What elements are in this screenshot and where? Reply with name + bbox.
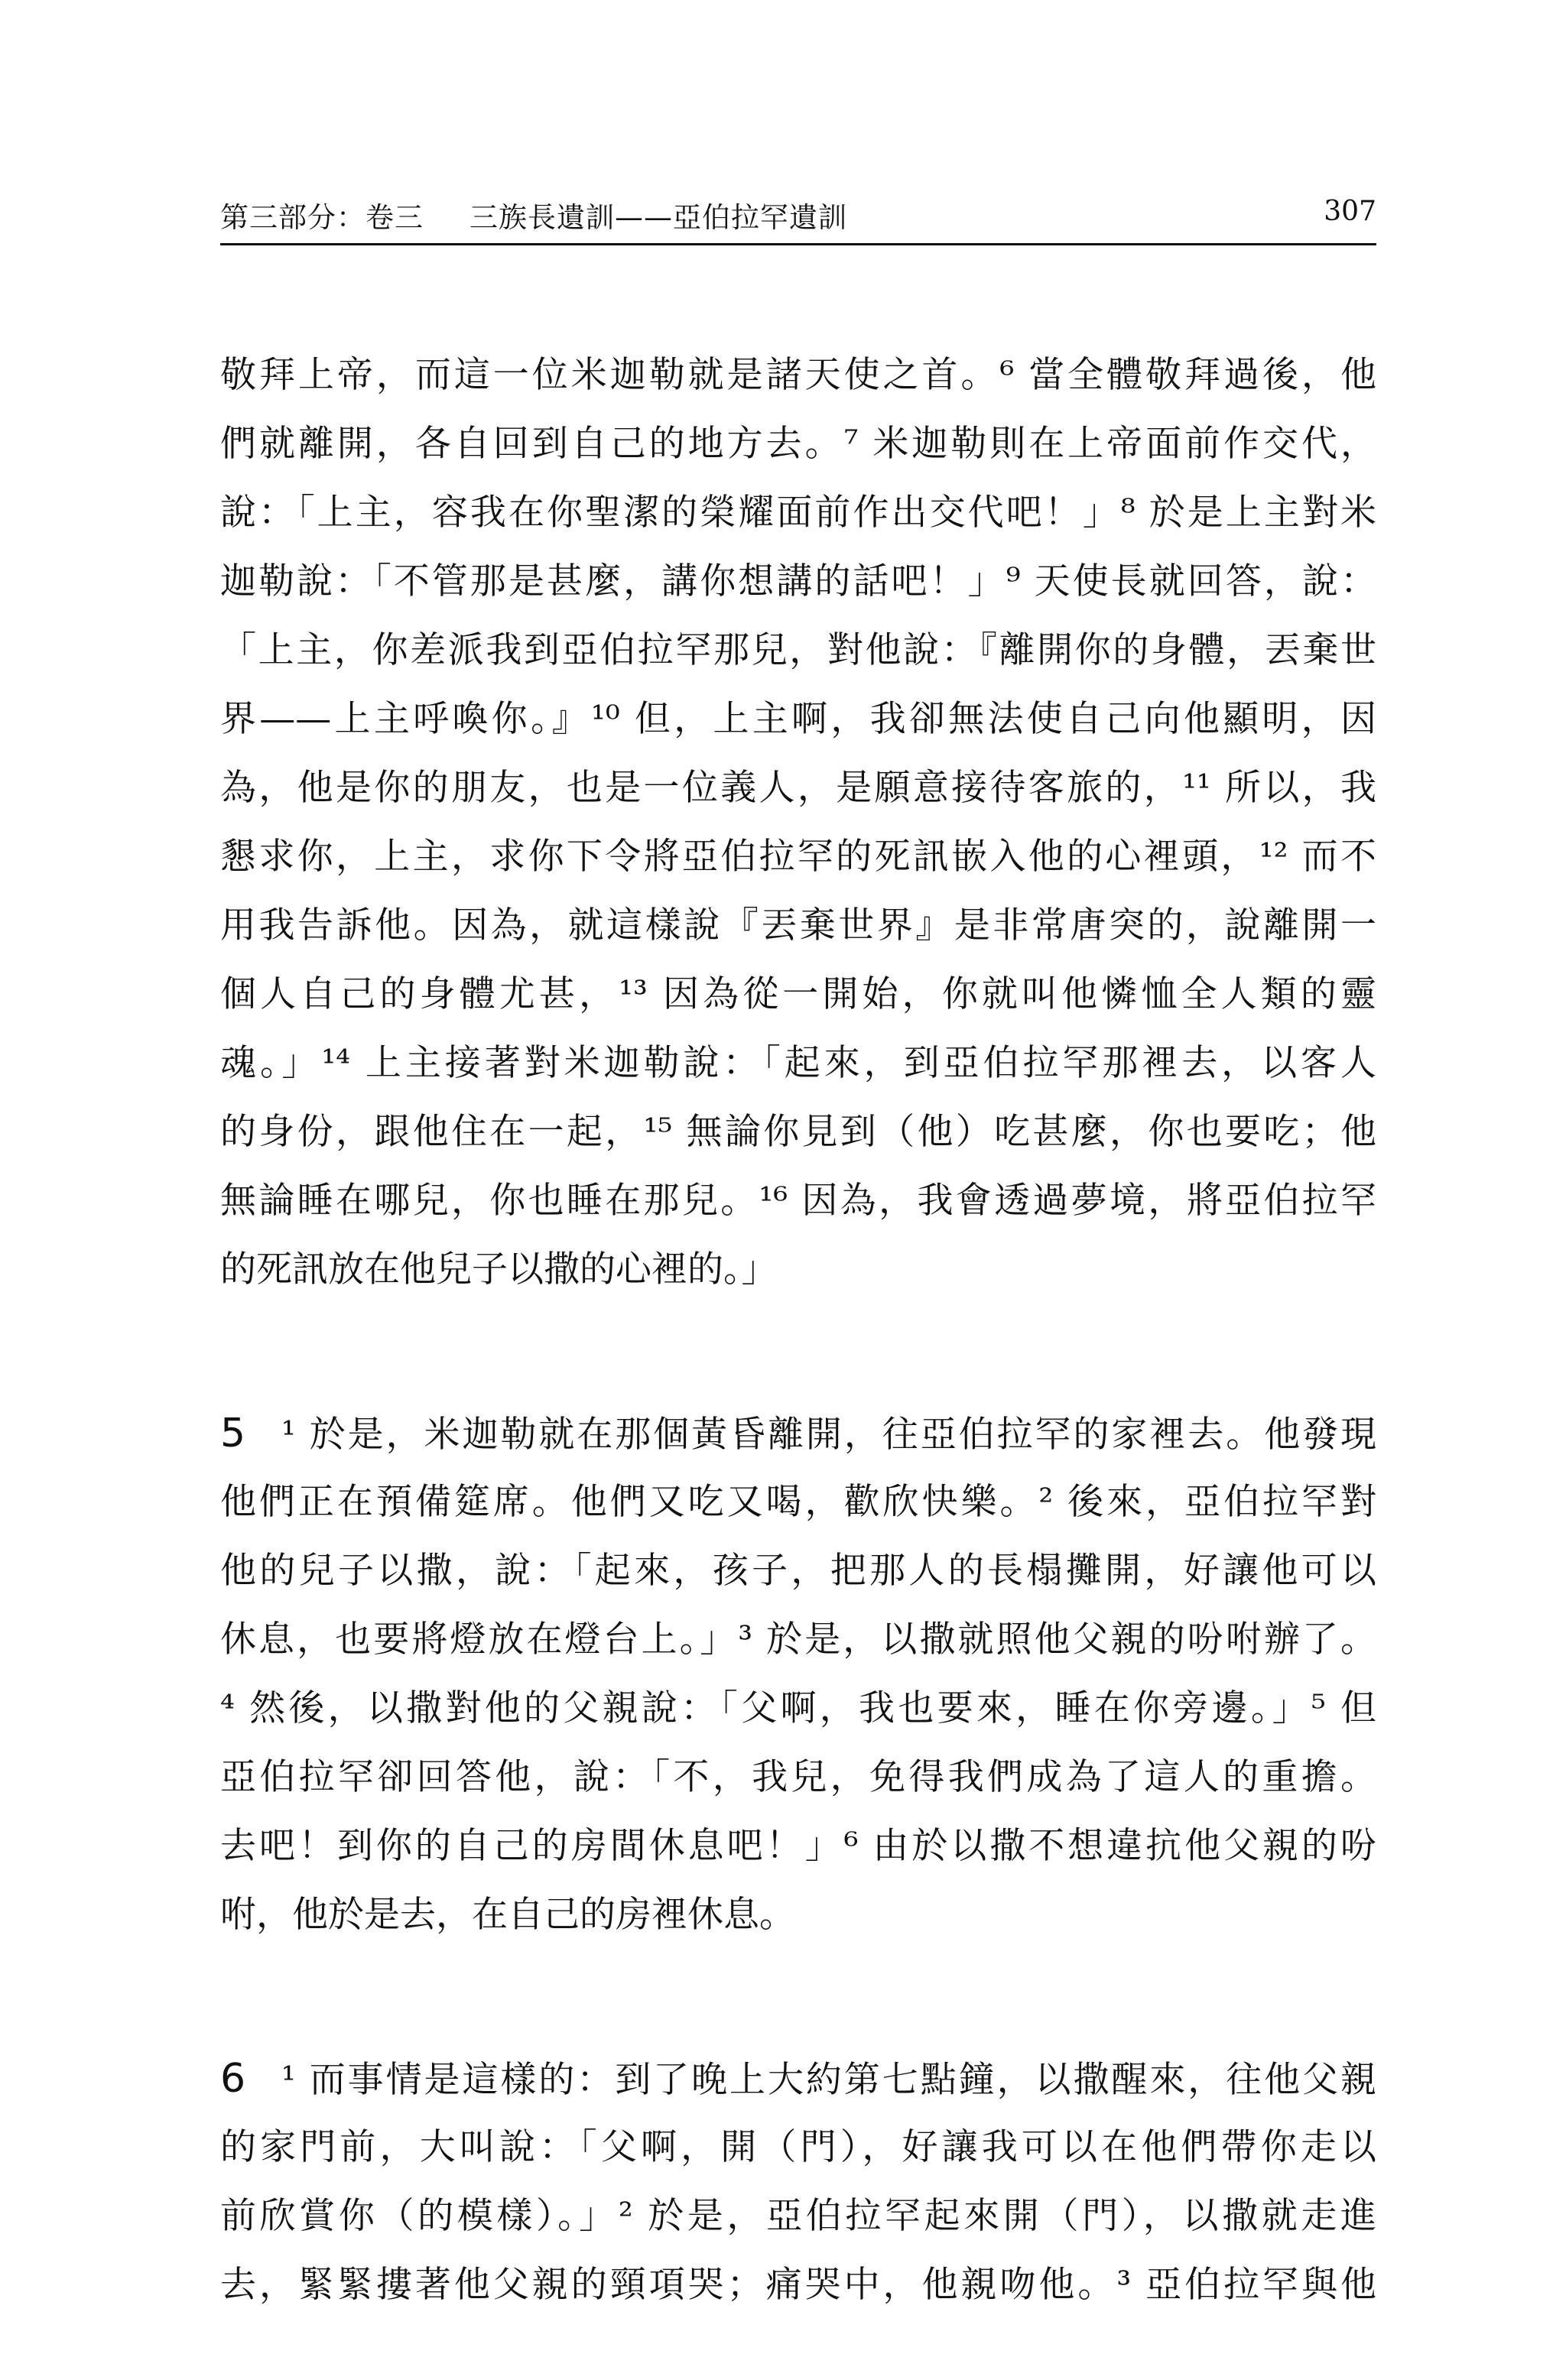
chapter-number: 6 <box>220 2056 246 2102</box>
text-line: 去吧！到你的自己的房間休息吧！」⁶ 由於以撒不想違抗他父親的吩 <box>220 1825 1376 1867</box>
paragraph-continued <box>220 341 1376 1304</box>
chapter-5-paragraph <box>220 1399 1376 1950</box>
running-header <box>220 194 1376 242</box>
text-line: 界——上主呼喚你。』¹⁰ 但，上主啊，我卻無法使自己向他顯明，因 <box>220 698 1376 740</box>
text-line: 懇求你，上主，求你下令將亞伯拉罕的死訊嵌入他的心裡頭，¹² 而不 <box>220 836 1376 878</box>
header-title <box>220 194 847 235</box>
text-line: 的死訊放在他兒子以撒的心裡的。」 <box>220 1248 778 1291</box>
text-line: 為，他是你的朋友，也是一位義人，是願意接待客旅的，¹¹ 所以，我 <box>220 767 1376 809</box>
chapter-number: 5 <box>220 1411 246 1456</box>
text-line: 迦勒說：「不管那是甚麼，講你想講的話吧！」⁹ 天使長就回答，說： <box>220 560 1376 602</box>
header-book-title: 三族長遺訓——亞伯拉罕遺訓 <box>469 201 847 234</box>
text-line: 說：「上主，容我在你聖潔的榮耀面前作出交代吧！」⁸ 於是上主對米 <box>220 492 1376 534</box>
text-line: 用我告訴他。因為，就這樣說『丟棄世界』是非常唐突的，說離開一 <box>220 904 1376 946</box>
text-line: 他們正在預備筵席。他們又吃又喝，歡欣快樂。² 後來，亞伯拉罕對 <box>220 1481 1376 1523</box>
header-part-label: 第三部分：卷三 <box>220 201 424 234</box>
chapter-6-paragraph <box>220 2044 1376 2320</box>
page-number: 307 <box>1324 196 1376 227</box>
text-line: 「上主，你差派我到亞伯拉罕那兒，對他說：『離開你的身體，丟棄世 <box>220 629 1376 671</box>
text-line: 前欣賞你（的模樣）。」² 於是，亞伯拉罕起來開（門），以撒就走進 <box>220 2195 1376 2237</box>
text-line: ⁴ 然後，以撒對他的父親說：「父啊，我也要來，睡在你旁邊。」⁵ 但 <box>220 1687 1376 1729</box>
text-line: 無論睡在哪兒，你也睡在那兒。¹⁶ 因為，我會透過夢境，將亞伯拉罕 <box>220 1180 1376 1222</box>
text-body <box>220 341 1376 2320</box>
text-line: 他的兒子以撒，說：「起來，孩子，把那人的長榻攤開，好讓他可以 <box>220 1550 1376 1592</box>
text-line: 的身份，跟他住在一起，¹⁵ 無論你見到（他）吃甚麼，你也要吃；他 <box>220 1111 1376 1153</box>
header-divider <box>220 243 1376 245</box>
line-text: ¹ 而事情是這樣的：到了晚上大約第七點鐘，以撒醒來，往他父親 <box>281 2059 1376 2101</box>
text-line: 魂。」¹⁴ 上主接著對米迦勒說：「起來，到亞伯拉罕那裡去，以客人 <box>220 1042 1376 1084</box>
line-text: ¹ 於是，米迦勒就在那個黃昏離開，往亞伯拉罕的家裡去。他發現 <box>281 1414 1376 1456</box>
text-line: 的家門前，大叫說：「父啊，開（門），好讓我可以在他們帶你走以 <box>220 2126 1376 2168</box>
text-line <box>220 1399 1376 1468</box>
text-line: 亞伯拉罕卻回答他，說：「不，我兒，免得我們成為了這人的重擔。 <box>220 1756 1376 1798</box>
text-line: 敬拜上帝，而這一位米迦勒就是諸天使之首。⁶ 當全體敬拜過後，他 <box>220 354 1376 396</box>
text-line: 個人自己的身體尤甚，¹³ 因為從一開始，你就叫他憐恤全人類的靈 <box>220 973 1376 1015</box>
text-line: 們就離開，各自回到自己的地方去。⁷ 米迦勒則在上帝面前作交代， <box>220 423 1376 465</box>
text-line: 休息，也要將燈放在燈台上。」³ 於是，以撒就照他父親的吩咐辦了。 <box>220 1619 1376 1661</box>
text-line <box>220 2044 1376 2113</box>
text-line: 去，緊緊摟著他父親的頸項哭；痛哭中，他親吻他。³ 亞伯拉罕與他 <box>220 2264 1376 2306</box>
text-line: 咐，他於是去，在自己的房裡休息。 <box>220 1894 795 1936</box>
